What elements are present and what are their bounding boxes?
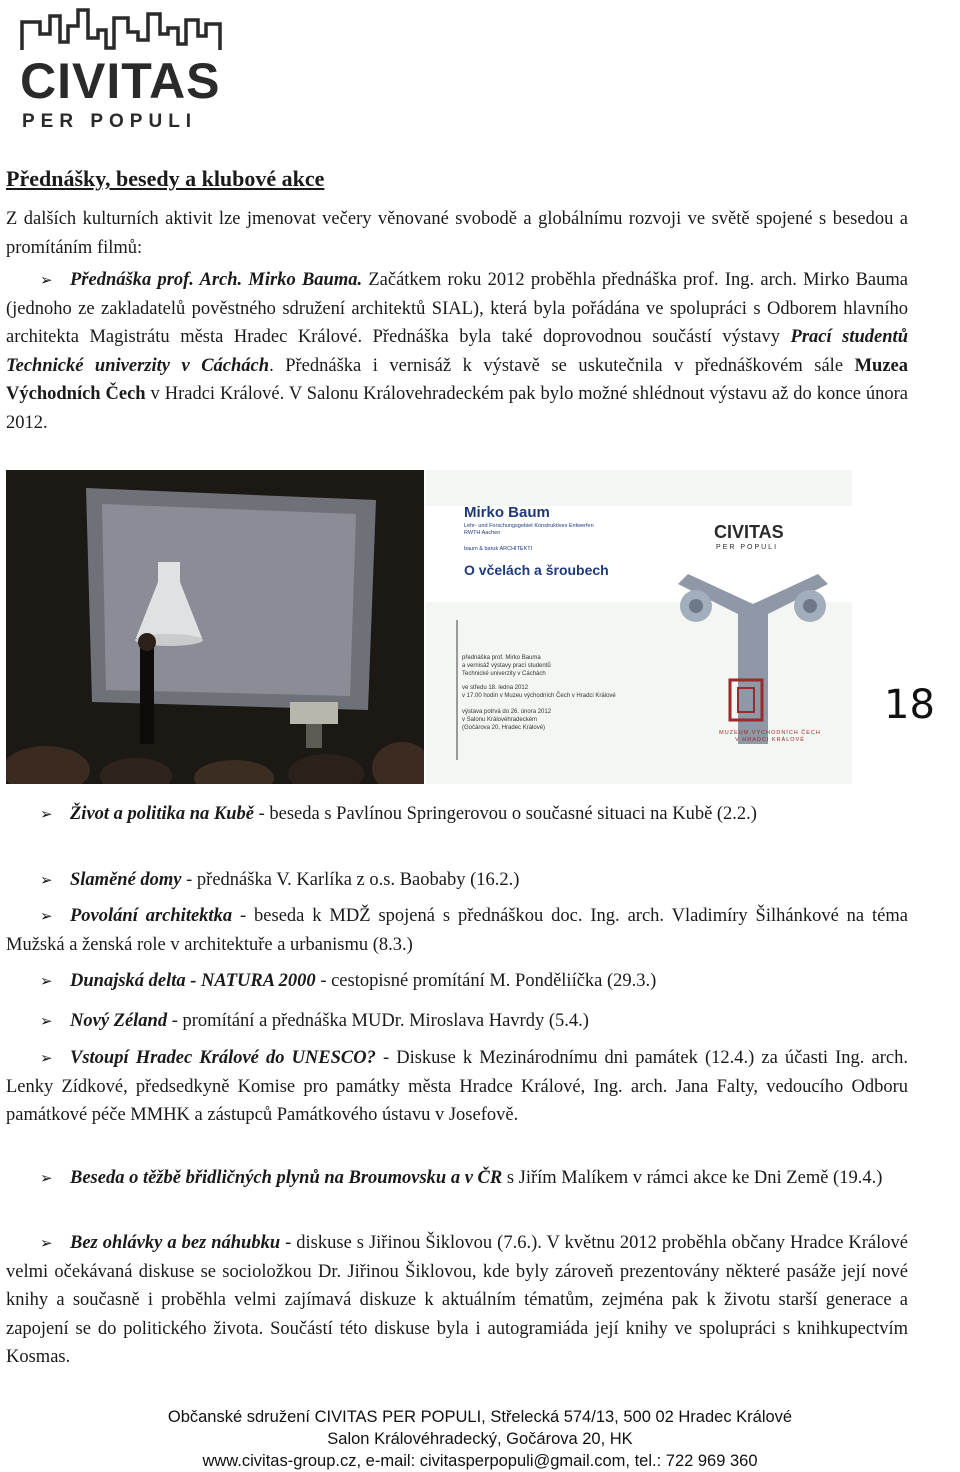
poster-date-info: ve středu 18. ledna 2012 v 17.00 hodin v Muzeu východních Čech v Hradci Králové bbox=[462, 685, 616, 699]
poster-title: O včelách a šroubech bbox=[464, 562, 609, 578]
list-item bbox=[6, 1229, 908, 1372]
section-heading: Přednášky, besedy a klubové akce bbox=[6, 166, 325, 191]
item-text: . Přednáška i vernisáž k výstavě se uskutečnila v přednáškovém sále bbox=[269, 355, 855, 376]
skyline-icon bbox=[20, 4, 240, 56]
item-text: Začátkem roku 2012 proběhla přednáška prof. Ing. arch. Mirko Bauma (jednoho ze zakladatelů pověstného sdružení architektů SIAL), která byla pořádána ve spolupráci s Odborem hlavního architekta Magistrátu města Hradec Králové. Přednáška byla také doprovodnou součástí výstavy bbox=[6, 270, 908, 347]
logo-wordmark: CIVITAS bbox=[20, 53, 221, 109]
poster-university: RWTH Aachen bbox=[464, 530, 501, 536]
poster-museum: MUZEUM VÝCHODNÍCH ČECH V HRADCI KRÁLOVÉ bbox=[719, 730, 821, 743]
exhibition-name: Prací studentů Technické univerzity v Cáchách bbox=[6, 327, 908, 376]
page-number: 18 bbox=[884, 682, 935, 728]
item-title: Dunajská delta - NATURA 2000 bbox=[70, 971, 316, 991]
poster-firm: baum & baruk ARCHITEKTI bbox=[464, 546, 533, 552]
item-title: Nový Zéland bbox=[70, 1011, 168, 1031]
list-item bbox=[6, 1044, 908, 1130]
item-title: Slaměné domy bbox=[70, 870, 182, 890]
bullet-arrow-icon: ➢ bbox=[40, 1012, 53, 1030]
bullet-arrow-icon: ➢ bbox=[40, 805, 53, 823]
item-title: Bez ohlávky a bez náhubku bbox=[70, 1233, 281, 1253]
logo-subline: PER POPULI bbox=[22, 111, 198, 132]
list-item bbox=[6, 967, 908, 996]
item-text: s Jiřím Malíkem v rámci akce ke Dni Země (19.4.) bbox=[502, 1168, 883, 1188]
item-text: - Diskuse k Mezinárodnímu dni památek (12.4.) za účasti Ing. arch. Lenky Zídkové, předsedkyně Komise pro památky města Hradce Králové, Ing. arch. Jana Falty, vedoucího Odboru památkové péče MMHK a zástupců Památkového ústavu v Josefově. bbox=[6, 1048, 908, 1125]
footer-salon: Salon Královéhradecký, Gočárova 20, HK bbox=[327, 1430, 633, 1448]
item-text: v Hradci Králové. V Salonu Královehradeckém pak bylo možné shlédnout výstavu až do konce února 2012. bbox=[6, 384, 908, 433]
item-title: Vstoupí Hradec Králové do UNESCO? bbox=[70, 1048, 376, 1068]
poster-logo-word: CIVITAS bbox=[714, 522, 784, 542]
bullet-arrow-icon: ➢ bbox=[40, 972, 53, 990]
list-item bbox=[6, 1007, 908, 1036]
bullet-arrow-icon: ➢ bbox=[40, 1234, 53, 1252]
bullet-arrow-icon: ➢ bbox=[40, 271, 53, 289]
lecture-photo bbox=[6, 470, 424, 784]
list-item bbox=[6, 800, 908, 829]
item-text: - diskuse s Jiřinou Šiklovou (7.6.). V květnu 2012 proběhla občany Hradce Králové velmi očekávaná diskuse se socioložkou Dr. Jiřinou Šiklovou, kde byly zároveň prezentovány některé pasáže její nové knihy a současně i proběhla velmi zajímavá diskuze k aktuálním tématům, zejména pak k životu starší generace a zapojení se do politického života. Součástí této diskuse byla i autogramiáda její knihy ve spolupráci s knihkupectvím Kosmas. bbox=[6, 1233, 908, 1367]
item-title: Život a politika na Kubě bbox=[70, 804, 254, 824]
poster-event-info: přednáška prof. Mirko Bauma a vernisáž výstavy prací studentů Technické univerzity v Cáchách bbox=[462, 655, 551, 677]
bullet-arrow-icon: ➢ bbox=[40, 1049, 53, 1067]
bullet-arrow-icon: ➢ bbox=[40, 871, 53, 889]
museum-logo-icon bbox=[724, 676, 768, 722]
footer-contact: www.civitas-group.cz, e-mail: civitasperpopuli@gmail.com, tel.: 722 969 360 bbox=[202, 1452, 758, 1470]
item-title: Přednáška prof. Arch. Mirko Bauma. bbox=[70, 270, 363, 290]
poster-affiliation: Lehr- und Forschungsgebiet Konstruktives Entwerfen bbox=[464, 523, 594, 529]
poster-name: Mirko Baum bbox=[464, 504, 550, 521]
item-text: - promítání a přednáška MUDr. Miroslava Havrdy (5.4.) bbox=[167, 1011, 589, 1031]
list-item bbox=[6, 866, 908, 895]
item-text: - beseda k MDŽ spojená s přednáškou doc. Ing. arch. Vladimíry Šilhánkové na téma Mužská a ženská role v architektuře a urbanismu (8.3.) bbox=[6, 906, 908, 955]
bullet-arrow-icon: ➢ bbox=[40, 907, 53, 925]
civitas-logo bbox=[20, 4, 240, 132]
item-text: - beseda s Pavlínou Springerovou o současné situaci na Kubě (2.2.) bbox=[253, 804, 757, 824]
bullet-arrow-icon: ➢ bbox=[40, 1169, 53, 1187]
list-item bbox=[6, 1164, 908, 1193]
poster-logo-sub: PER POPULI bbox=[716, 544, 779, 551]
footer-address: Občanské sdružení CIVITAS PER POPULI, Střelecká 574/13, 500 02 Hradec Králové bbox=[167, 1408, 793, 1426]
list-item bbox=[6, 902, 908, 959]
lecture-poster bbox=[426, 470, 852, 784]
list-item-baum-lecture bbox=[6, 266, 908, 437]
museum-name: Muzea Východních Čech bbox=[6, 355, 908, 404]
poster-exhibition-info: výstava potrvá do 26. února 2012 v Salonu Královéhradeckém (Gočárova 20, Hradec Králové) bbox=[462, 709, 552, 731]
item-title: Beseda o těžbě břidličných plynů na Broumovsku a v ČR bbox=[70, 1168, 503, 1188]
item-text: - přednáška V. Karlíka z o.s. Baobaby (16.2.) bbox=[181, 870, 520, 890]
item-text: - cestopisné promítání M. Ponděliíčka (29.3.) bbox=[315, 971, 657, 991]
item-title: Povolání architektka bbox=[70, 906, 233, 926]
intro-paragraph: Z dalších kulturních aktivit lze jmenovat večery věnované svobodě a globálnímu rozvoji ve světě spojené s besedou a promítáním filmů: bbox=[6, 209, 908, 258]
